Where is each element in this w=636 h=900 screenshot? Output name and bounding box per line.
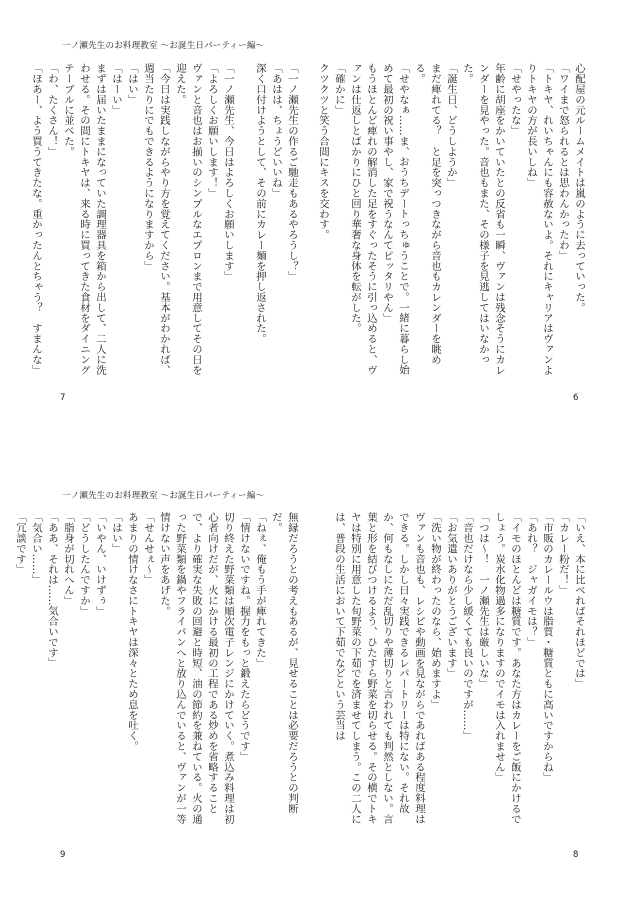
page-number-7: 7	[60, 393, 66, 403]
page-7-panel	[30, 63, 300, 383]
page-9-panel	[14, 512, 300, 832]
spread-bottom	[0, 450, 636, 900]
page-9-body-text: 無縁だろうとの考えもあるが、見せることは必要だろうとの判断だ。 「ねぇ、俺もう手が痺れてきた」 「情けないですね。握力をもっと鍛えたらどうです」 切り終えた野菜類は順次電子レンジにかけていく。煮込み料理は初心者向けだが、火にかける最初の工程である炒めを省略することで、より確実な失敗の回避と時短、油の節約を兼ねている。火の通った野菜類を鍋やフライパンへと放り込んでいると、ヴァンが一等情けない声をあげた。 「せんせぇ～」 あまりの情けなさにトキヤは深々とため息を吐く。 「はい」 「いやん、いけずぅ」 「どうしたんですか」 「脂身が切れへん」 「ああ、それは……気合いです」 「気合い……」 「冗談です」	[14, 512, 298, 824]
page-number-9: 9	[60, 850, 66, 860]
page-number-6: 6	[573, 393, 579, 403]
running-header: 一ノ瀬先生のお料理教室 〜お誕生日パーティー編〜	[62, 41, 265, 51]
page-6-panel	[317, 63, 587, 383]
page-number-8: 8	[573, 850, 579, 860]
page-8-panel	[333, 512, 587, 832]
page-8-body-text: 「いえ、本に比べればそれほどでは」 「カレー粉だ！」 「市販のカレールウは脂質・糖質ともに高いですからね」 「あれ？ ジャガイモは？」 「イモのほとんどは糖質です。あなた方はカレーをご飯にかけるでしょう。炭水化物過多になりますのでイモは入れません」 「つは～！ 一ノ瀬先生は厳しいな」 「音也だけなら少し緩くても良いのですが……」 「お気遣いありがとうございます」 「洗い物が終わったのなら、始めますよ」 ヴァンも音也も、レシピや動画を見ながらであればある程度料理はできる。しかし日々実践できるレパートリーは特にない。それ故か、何もなしにただ乱切りや薄切りと言われても判然としない。言葉と形を結びつけるよう、ひたすら野菜を切らせる。その横でトキヤは特別に用意した旬野菜の下茹でを済ませてしまう。この二人には、普段の生活において下茹でなどという芸当は	[333, 512, 585, 824]
running-header: 一ノ瀬先生のお料理教室 〜お誕生日パーティー編〜	[62, 491, 265, 501]
page-7-body-text: 「一ノ瀬先生の作るご馳走もあるやろうし？」 「あはは、ちょうどいいね」 深く口付けようとして、その前にカレー麺を押し返された。 「一ノ瀬先生、今日はよろしくお願いします」 「よろしくお願いします！」 ヴァンと音也はお揃いのシンプルなエプロンまで用意してその日を迎えた。 「今日は実践しながらやり方を覚えてください。基本がわかれば、週当たりにでもできるようになりますから」 「はい」 「はーい」 まずは届いたままになっていた調理器具を箱から出して、二人に洗わせる。その間にトキヤは、来る時に買ってきた食材をダイニングテーブルに並べた。 「わ、たくさん！」 「ほあー、よう買うてきたな。重かったんとちゃう？ すまんな」	[30, 63, 298, 375]
page-6-body-text: 心配屋の元ルームメイトは嵐のように去っていった。 「ワイまで怒られるとは思わんかったわ」 「トキヤ、れいちゃんにも容赦ないよ。それにキャリアはヴァンよりトキヤの方が長いしね」 「せやったな」 年齢に胡座をかいていたとの反省も一瞬、ヴァンは残念そうにカレンダーを見やった。音也もまた、その様子を見逃してはいなかった。 「誕生日、どうしようか」 まだ痺れてる？ と足を突っつきながら音也もカレンダーを眺める。 「せやなぁ……ま、おうちデートっちゅうことで。一緒に暮らし始めて最初の祝い事やし、家で祝うなんてピッタリやん」 もうほとんど痺れの解消した足をすぐったそうに引っ込めると、ヴァンは仕返しとばかりにひと回り華奢な身体を転がした。 「確かに」 クツクツと笑う合間にキスを交わす。	[317, 63, 585, 375]
